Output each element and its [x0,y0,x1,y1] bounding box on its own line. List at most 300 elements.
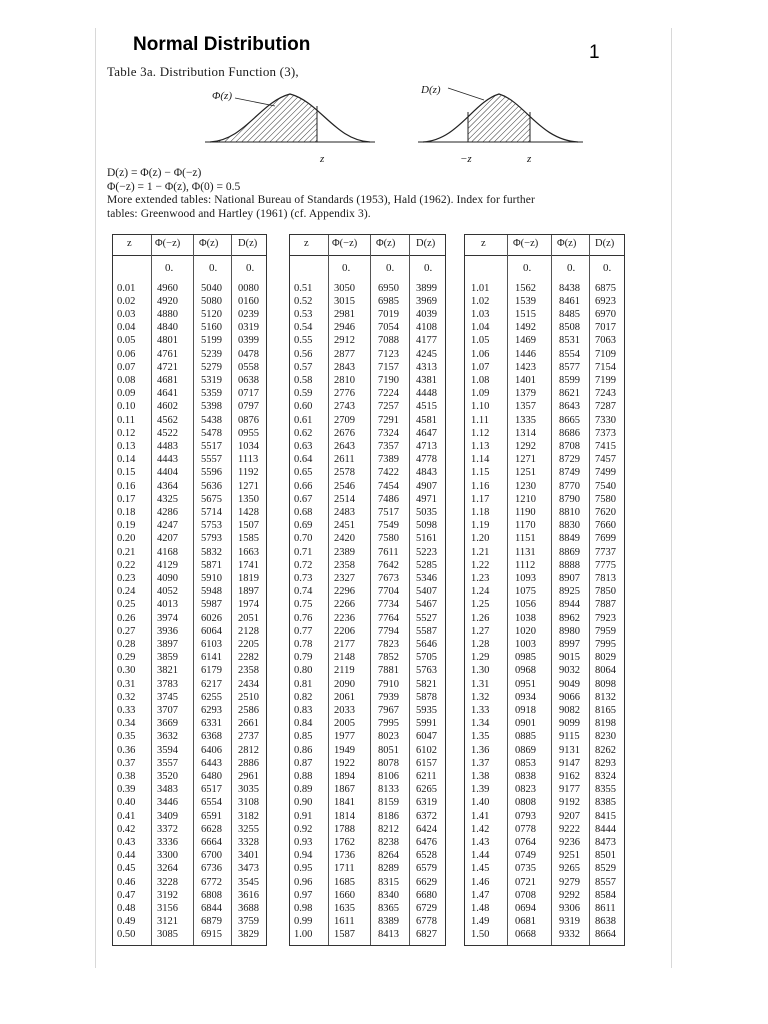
phi-neg-z-value: 1056 [515,599,536,610]
row-group [113,282,266,348]
phi-neg-z-value: 3669 [157,718,178,729]
d-z-value: 8584 [595,890,616,901]
formula-phi: Φ(−z) = 1 − Φ(z), Φ(0) = 0.5 [107,181,241,193]
table-row [465,559,624,572]
table-row [465,374,624,387]
row-group [290,348,445,414]
phi-z-value: 7088 [378,335,399,346]
phi-z-value: 8888 [559,560,580,571]
table-row [290,361,445,374]
d-z-value: 2586 [238,705,259,716]
phi-neg-z-value: 1736 [334,850,355,861]
d-z-value: 8611 [595,903,616,914]
d-z-value: 8165 [595,705,616,716]
d-z-value: 5223 [416,547,437,558]
table-header [465,235,624,256]
d-z-value: 7109 [595,349,616,360]
table-row [290,651,445,664]
z-value: 1.50 [471,929,490,940]
z-value: 1.02 [471,296,490,307]
phi-neg-z-value: 1190 [515,507,536,518]
d-z-value: 1897 [238,586,259,597]
table-row [113,585,266,598]
d-z-value: 7580 [595,494,616,505]
phi-z-value: 6664 [201,837,222,848]
phi-neg-z-value: 1003 [515,639,536,650]
z-value: 0.88 [294,771,313,782]
row-group [290,546,445,612]
z-value: 0.33 [117,705,136,716]
z-value: 1.19 [471,520,490,531]
table-row [465,440,624,453]
header-z: z [127,238,132,249]
d-z-value: 7660 [595,520,616,531]
row-group [465,546,624,612]
z-value: 1.49 [471,916,490,927]
table-row [465,321,624,334]
table-row [290,744,445,757]
phi-z-value: 8438 [559,283,580,294]
phi-neg-z-value: 0668 [515,929,536,940]
z-value: 0.83 [294,705,313,716]
table-row [465,612,624,625]
phi-neg-z-value: 1841 [334,797,355,808]
table-row [290,546,445,559]
table-row [113,928,266,941]
phi-neg-z-value: 3156 [157,903,178,914]
table-row [465,519,624,532]
row-group [465,876,624,942]
row-group [290,414,445,480]
z-value: 1.24 [471,586,490,597]
d-z-value: 5035 [416,507,437,518]
phi-z-value: 8770 [559,481,580,492]
phi-neg-z-value: 1093 [515,573,536,584]
phi-z-value: 8078 [378,758,399,769]
table-row [113,572,266,585]
phi-z-value: 9147 [559,758,580,769]
phi-z-value: 5080 [201,296,222,307]
d-z-value: 5705 [416,652,437,663]
table-row [290,823,445,836]
table-row [113,361,266,374]
table-row [290,598,445,611]
d-z-value: 2282 [238,652,259,663]
phi-z-value: 7486 [378,494,399,505]
phi-neg-z-value: 4168 [157,547,178,558]
z-value: 0.47 [117,890,136,901]
d-z-value: 5098 [416,520,437,531]
d-z-value: 4039 [416,309,437,320]
table-body [290,282,445,942]
table-row [113,691,266,704]
phi-z-value: 7224 [378,388,399,399]
z-value: 0.50 [117,929,136,940]
z-value: 0.07 [117,362,136,373]
z-value: 0.24 [117,586,136,597]
phi-neg-z-value: 4364 [157,481,178,492]
phi-z-value: 8051 [378,745,399,756]
leading-zero-label: 0. [523,262,532,274]
phi-neg-z-value: 0764 [515,837,536,848]
phi-z-value: 6064 [201,626,222,637]
d-z-value: 7243 [595,388,616,399]
phi-z-value: 6554 [201,797,222,808]
phi-z-value: 7422 [378,467,399,478]
z-value: 0.56 [294,349,313,360]
z-value: 1.12 [471,428,490,439]
phi-z-value: 9082 [559,705,580,716]
table-row [290,717,445,730]
phi-neg-z-value: 4052 [157,586,178,597]
z-value: 1.06 [471,349,490,360]
phi-z-value: 8264 [378,850,399,861]
phi-neg-z-value: 3974 [157,613,178,624]
phi-neg-z-value: 2912 [334,335,355,346]
z-value: 0.09 [117,388,136,399]
table-row [113,849,266,862]
row-group [290,480,445,546]
phi-neg-z-value: 3192 [157,890,178,901]
d-z-value: 1819 [238,573,259,584]
z-value: 0.70 [294,533,313,544]
row-group [465,810,624,876]
table-row [290,440,445,453]
d-z-value: 7199 [595,375,616,386]
d-z-value: 6265 [416,784,437,795]
phi-z-value: 7642 [378,560,399,571]
z-value: 0.75 [294,599,313,610]
phi-neg-z-value: 3300 [157,850,178,861]
phi-z-value: 7611 [378,547,399,558]
z-value: 1.35 [471,731,490,742]
phi-neg-z-value: 4129 [157,560,178,571]
row-group [465,612,624,678]
z-value: 0.84 [294,718,313,729]
phi-neg-z-value: 2358 [334,560,355,571]
d-z-value: 2886 [238,758,259,769]
phi-neg-z-value: 4681 [157,375,178,386]
table-row [465,651,624,664]
table-row [290,400,445,413]
neg-z-label: −z [460,153,472,165]
d-z-value: 7063 [595,335,616,346]
z-value: 1.14 [471,454,490,465]
table-row [113,506,266,519]
d-z-value: 4907 [416,481,437,492]
table-row [113,651,266,664]
row-group [465,744,624,810]
table-header [290,235,445,256]
z-value: 0.28 [117,639,136,650]
phi-z-value: 7852 [378,652,399,663]
z-value: 1.04 [471,322,490,333]
phi-z-value: 8554 [559,349,580,360]
d-z-value: 4515 [416,401,437,412]
table-row [290,308,445,321]
table-row [290,506,445,519]
z-value: 0.52 [294,296,313,307]
d-z-value: 4245 [416,349,437,360]
phi-z-value: 9049 [559,679,580,690]
table-row [465,744,624,757]
table-row [113,440,266,453]
d-z-value: 8501 [595,850,616,861]
phi-neg-z-value: 3264 [157,863,178,874]
table-row [113,427,266,440]
phi-z-value: 5871 [201,560,222,571]
table-row [465,783,624,796]
phi-neg-z-value: 3483 [157,784,178,795]
z-value: 0.46 [117,877,136,888]
phi-z-value: 9222 [559,824,580,835]
table-row [113,823,266,836]
table-row [113,334,266,347]
z-value: 1.01 [471,283,490,294]
d-z-value: 6923 [595,296,616,307]
z-value: 0.95 [294,863,313,874]
phi-neg-z-value: 3520 [157,771,178,782]
row-group [290,282,445,348]
d-z-value: 5346 [416,573,437,584]
table-row [465,704,624,717]
phi-neg-z-value: 2514 [334,494,355,505]
phi-neg-z-value: 3821 [157,665,178,676]
page-right-edge [671,28,672,968]
table-row [465,585,624,598]
z-value: 0.74 [294,586,313,597]
phi-neg-z-value: 3594 [157,745,178,756]
phi-z-value: 5040 [201,283,222,294]
z-value: 1.03 [471,309,490,320]
phi-neg-z-value: 1038 [515,613,536,624]
table-row [465,282,624,295]
z-value: 0.72 [294,560,313,571]
d-z-value: 0239 [238,309,259,320]
d-z-value: 2358 [238,665,259,676]
phi-z-value: 5398 [201,401,222,412]
table-row [465,691,624,704]
table-row [113,757,266,770]
phi-z-value: 6591 [201,811,222,822]
phi-neg-z-value: 1814 [334,811,355,822]
z-value: 0.78 [294,639,313,650]
table-row [465,466,624,479]
leading-zero-label: 0. [567,262,576,274]
z-value: 1.32 [471,692,490,703]
phi-neg-z-value: 1711 [334,863,355,874]
phi-z-value: 7794 [378,626,399,637]
table-row [113,730,266,743]
table-row [465,625,624,638]
z-value: 0.04 [117,322,136,333]
z-value: 0.11 [117,415,135,426]
row-group [113,348,266,414]
d-z-value: 8324 [595,771,616,782]
z-value: 1.15 [471,467,490,478]
table-row [113,889,266,902]
table-row [290,466,445,479]
phi-neg-z-value: 2709 [334,415,355,426]
phi-neg-z-value: 4325 [157,494,178,505]
phi-z-value: 6985 [378,296,399,307]
note-line-1: More extended tables: National Bureau of Standards (1953), Hald (1962). Index for further [107,194,535,206]
table-row [290,519,445,532]
phi-z-value: 6293 [201,705,222,716]
d-z-value: 1192 [238,467,259,478]
d-z-value: 7699 [595,533,616,544]
z-value: 1.13 [471,441,490,452]
phi-z-value: 6103 [201,639,222,650]
phi-neg-z-value: 1075 [515,586,536,597]
phi-z-value: 5596 [201,467,222,478]
phi-neg-z-value: 2611 [334,454,355,465]
z-value: 0.41 [117,811,136,822]
phi-z-value: 8413 [378,929,399,940]
z-value: 0.19 [117,520,136,531]
table-row [290,572,445,585]
phi-neg-z-value: 4286 [157,507,178,518]
z-value: 1.42 [471,824,490,835]
table-row [113,796,266,809]
d-z-value: 7887 [595,599,616,610]
table-row [113,519,266,532]
d-z-value: 2961 [238,771,259,782]
phi-z-value: 8749 [559,467,580,478]
d-z-value: 8064 [595,665,616,676]
table-row [465,664,624,677]
phi-z-value: 6950 [378,283,399,294]
phi-neg-z-value: 2981 [334,309,355,320]
d-z-value: 1585 [238,533,259,544]
table-row [290,282,445,295]
table-row [290,532,445,545]
d-z-value: 8198 [595,718,616,729]
phi-z-value: 9236 [559,837,580,848]
phi-z-value: 8315 [378,877,399,888]
z-value: 0.36 [117,745,136,756]
d-z-value: 0399 [238,335,259,346]
table-row [290,915,445,928]
d-z-value: 0160 [238,296,259,307]
phi-neg-z-value: 0869 [515,745,536,756]
phi-neg-z-value: 2578 [334,467,355,478]
d-z-value: 6778 [416,916,437,927]
z-value: 0.82 [294,692,313,703]
z-value: 0.93 [294,837,313,848]
d-z-value: 4713 [416,441,437,452]
phi-z-value: 6844 [201,903,222,914]
phi-neg-z-value: 1112 [515,560,536,571]
phi-neg-z-value: 1788 [334,824,355,835]
phi-neg-z-value: 3632 [157,731,178,742]
table-row [290,849,445,862]
table-row [465,796,624,809]
z-value: 0.23 [117,573,136,584]
table-row [113,744,266,757]
table-row [290,585,445,598]
phi-z-value: 9115 [559,731,580,742]
phi-neg-z-value: 4562 [157,415,178,426]
table-row [113,638,266,651]
table-row [290,493,445,506]
phi-neg-z-value: 2776 [334,388,355,399]
phi-neg-z-value: 2148 [334,652,355,663]
table-row [290,704,445,717]
z-value: 0.54 [294,322,313,333]
phi-neg-z-value: 0934 [515,692,536,703]
phi-neg-z-value: 1251 [515,467,536,478]
phi-neg-z-value: 4920 [157,296,178,307]
table-row [290,691,445,704]
d-z-value: 7923 [595,613,616,624]
phi-neg-z-value: 2005 [334,718,355,729]
phi-z-value: 8944 [559,599,580,610]
z-value: 1.21 [471,547,490,558]
phi-z-value: 6628 [201,824,222,835]
d-z-value: 2661 [238,718,259,729]
d-z-value: 3108 [238,797,259,808]
d-z-value: 1741 [238,560,259,571]
z-value: 0.35 [117,731,136,742]
phi-z-value: 7324 [378,428,399,439]
table-row [465,836,624,849]
phi-z-value: 6517 [201,784,222,795]
phi-neg-z-value: 4602 [157,401,178,412]
phi-z-value: 6443 [201,758,222,769]
phi-neg-z-value: 2266 [334,599,355,610]
phi-neg-z-value: 2177 [334,639,355,650]
phi-z-value: 7190 [378,375,399,386]
d-z-value: 3759 [238,916,259,927]
z-value: 0.64 [294,454,313,465]
phi-neg-z-value: 1292 [515,441,536,452]
z-value: 1.45 [471,863,490,874]
phi-z-value: 7157 [378,362,399,373]
d-z-value: 1350 [238,494,259,505]
header-d-z: D(z) [238,238,258,249]
phi-neg-z-value: 2643 [334,441,355,452]
d-z-value: 6424 [416,824,437,835]
phi-z-value: 5714 [201,507,222,518]
d-z-value: 7620 [595,507,616,518]
phi-z-value: 8389 [378,916,399,927]
d-z-value: 3182 [238,811,259,822]
z-value: 1.38 [471,771,490,782]
phi-neg-z-value: 0808 [515,797,536,808]
d-z-value: 6875 [595,283,616,294]
phi-z-value: 9192 [559,797,580,808]
table-row [465,348,624,361]
phi-neg-z-value: 2946 [334,322,355,333]
d-z-value: 5991 [416,718,437,729]
z-value: 0.63 [294,441,313,452]
table-row [113,836,266,849]
row-group [290,810,445,876]
d-z-value: 1663 [238,547,259,558]
row-group [290,876,445,942]
phi-z-value: 9066 [559,692,580,703]
table-row [290,678,445,691]
phi-z-value: 7019 [378,309,399,320]
d-z-value: 0717 [238,388,259,399]
phi-z-value: 8621 [559,388,580,399]
d-z-value: 2737 [238,731,259,742]
phi-z-value: 8508 [559,322,580,333]
row-group [113,612,266,678]
phi-z-value: 7389 [378,454,399,465]
table-row [290,387,445,400]
